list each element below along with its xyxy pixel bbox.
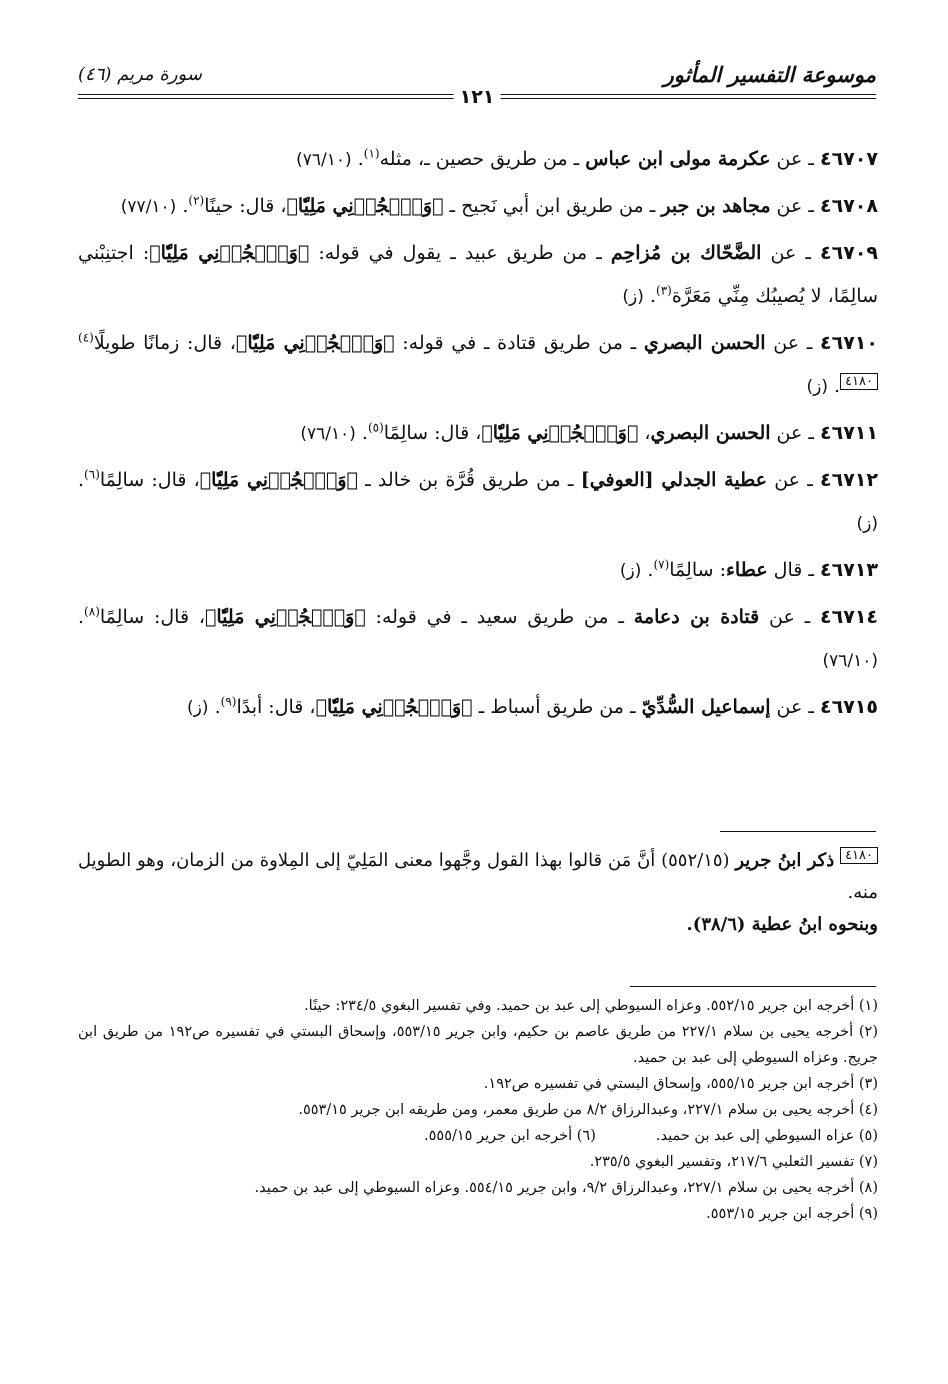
quran-quote: ﴿وَٱهۡجُرۡنِي مَلِيّٗا﴾ [286,195,444,217]
quran-quote: ﴿وَٱهۡجُرۡنِي مَلِيّٗا﴾ [149,242,310,264]
page-number: ١٢١ [454,86,501,108]
quran-quote: ﴿وَٱهۡجُرۡنِي مَلِيّٗا﴾ [235,332,395,354]
footnote: (١) أخرجه ابن جرير ٥٥٢/١٥. وعزاه السيوطي إلى عبد بن حميد. وفي تفسير البغوي ٢٣٤/٥: حينًا. [304,998,878,1014]
footnote-marker[interactable]: (٦) [84,467,100,482]
narration-entry: ٤٦٧١٢ ـ عن عطية الجدلي [العوفي] ـ من طريق قُرَّة بن خالد ـ ﴿وَٱهۡجُرۡنِي مَلِيّٗا﴾، قال: سالِمًا$^{(٦)}$. (ز) [78,467,878,534]
narration-entry: ٤٦٧١١ ـ عن الحسن البصري، ﴿وَٱهۡجُرۡنِي مَلِيّٗا﴾، قال: سالِمًا$^{(٥)}$. (٧٦/١٠) [300,420,878,444]
footnote-marker[interactable]: (٢) [188,193,205,208]
commentary-note [78,845,878,941]
footnote-marker[interactable]: (٧) [653,557,670,572]
footnotes [78,993,878,1227]
footnote-marker[interactable]: (٥) [367,420,384,435]
narration-entry: ٤٦٧١٤ ـ عن قتادة بن دعامة ـ من طريق سعيد ـ في قوله: ﴿وَٱهۡجُرۡنِي مَلِيّٗا﴾، قال: سالِمًا$^{(٨)}$. (٧٦/١٠) [78,604,879,671]
footnote-pair [78,1123,878,1149]
footnote-marker[interactable]: (٤) [78,330,94,345]
narration-entry: ٤٦٧١٥ ـ عن إسماعيل السُّدِّيّ ـ من طريق أسباط ـ ﴿وَٱهۡجُرۡنِي مَلِيّٗا﴾، قال: أبدًا$^{(٩)}$. (ز) [187,694,878,718]
book-title: موسوعة التفسير المأثور [663,62,876,87]
narration-entry: ٤٦٧٠٧ ـ عن عكرمة مولى ابن عباس ـ من طريق حصين ـ، مثله$^{(١)}$. (٧٦/١٠) [296,146,878,170]
quran-quote: ﴿وَٱهۡجُرۡنِي مَلِيّٗا﴾ [199,469,358,491]
footnote-marker[interactable]: (٨) [84,604,100,619]
narration-entry: ٤٦٧٠٩ ـ عن الضَّحّاك بن مُزاحِم ـ من طريق عبيد ـ يقول في قوله: ﴿وَٱهۡجُرۡنِي مَلِيّٗا﴾: اجتنِبْني سالِمًا، لا يُصيبُك مِنِّي مَعَرَّة$^{(٣)}$. (ز) [78,242,879,307]
footnote: (٨) أخرجه يحيى بن سلام ٢٢٧/١، وعبدالرزاق ٩/٢، وابن جرير ٥٥٤/١٥. وعزاه السيوطي إلى عبد بن حميد. [254,1180,878,1196]
surah-title: سورة مريم (٤٦) [78,64,202,85]
commentary-note-line: ٤١٨٠ ذكر ابنُ جرير (٥٥٢/١٥) أنَّ مَن قالوا بهذا القول وجَّهوا معنى المَلِيّ إلى المِلاوة من الزمان، وهو الطويل منه. [78,848,878,903]
commentary-note-line: وبنحوه ابنُ عطية (٣٨/٦). [686,914,878,935]
footnote-marker[interactable]: (٣) [656,283,672,298]
narrations-list [78,138,878,733]
footnote: (٩) أخرجه ابن جرير ٥٥٣/١٥. [706,1206,878,1222]
narration-entry: ٤٦٧٠٨ ـ عن مجاهد بن جبر ـ من طريق ابن أبي نَجيح ـ ﴿وَٱهۡجُرۡنِي مَلِيّٗا﴾، قال: حينًا$^{(٢)}$. (٧٧/١٠) [120,193,878,217]
volume-ref: (ز) [806,377,828,397]
narration-entry: ٤٦٧١٠ ـ عن الحسن البصري ـ من طريق قتادة ـ في قوله: ﴿وَٱهۡجُرۡنِي مَلِيّٗا﴾، قال: زمانًا طويلًا$^{(٤)}$٤١٨٠. (ز) [78,330,878,397]
footnote-marker[interactable]: (١) [363,146,380,161]
footnote-marker[interactable]: (٩) [220,694,237,709]
footnote: (٤) أخرجه يحيى بن سلام ٢٢٧/١، وعبدالرزاق ٨/٢ من طريق معمر، ومن طريقه ابن جرير ٥٥٣/١٥. [298,1102,878,1118]
footnote: (٧) تفسير الثعلبي ٢١٧/٦، وتفسير البغوي ٢٣٥/٥. [589,1154,878,1170]
volume-ref: (٧٧/١٠) [120,197,177,217]
footnote: (٣) أخرجه ابن جرير ٥٥٥/١٥، وإسحاق البستي في تفسيره ص١٩٢. [483,1076,878,1092]
quran-quote: ﴿وَٱهۡجُرۡنِي مَلِيّٗا﴾ [204,606,366,628]
volume-ref: (٧٦/١٠) [300,424,356,444]
commentary-note-number: ٤١٨٠ [840,847,878,864]
note-separator [720,831,876,832]
footnotes-separator [630,986,876,987]
volume-ref: (ز) [622,287,644,307]
volume-ref: (ز) [619,561,642,581]
commentary-note-marker[interactable]: ٤١٨٠ [840,373,878,390]
footnote: (٢) أخرجه يحيى بن سلام ٢٢٧/١ من طريق عاصم بن حكيم، وابن جرير ٥٥٣/١٥، وإسحاق البستي في تفسيره ص١٩٢ من طريق ابن جريج. وعزاه السيوطي إلى عبد بن حميد. [78,1024,878,1066]
volume-ref: (ز) [856,514,878,534]
footnote: (٥) عزاه السيوطي إلى عبد بن حميد. [655,1128,878,1144]
footnote: (٦) أخرجه ابن جرير ٥٥٥/١٥. [424,1128,596,1144]
quran-quote: ﴿وَٱهۡجُرۡنِي مَلِيّٗا﴾ [481,422,639,444]
page-header [78,56,876,116]
quran-quote: ﴿وَٱهۡجُرۡنِي مَلِيّٗا﴾ [315,696,473,718]
volume-ref: (ز) [187,698,209,718]
volume-ref: (٧٦/١٠) [822,651,878,671]
volume-ref: (٧٦/١٠) [296,150,352,170]
narration-entry: ٤٦٧١٣ ـ قال عطاء: سالِمًا$^{(٧)}$. (ز) [619,557,878,581]
